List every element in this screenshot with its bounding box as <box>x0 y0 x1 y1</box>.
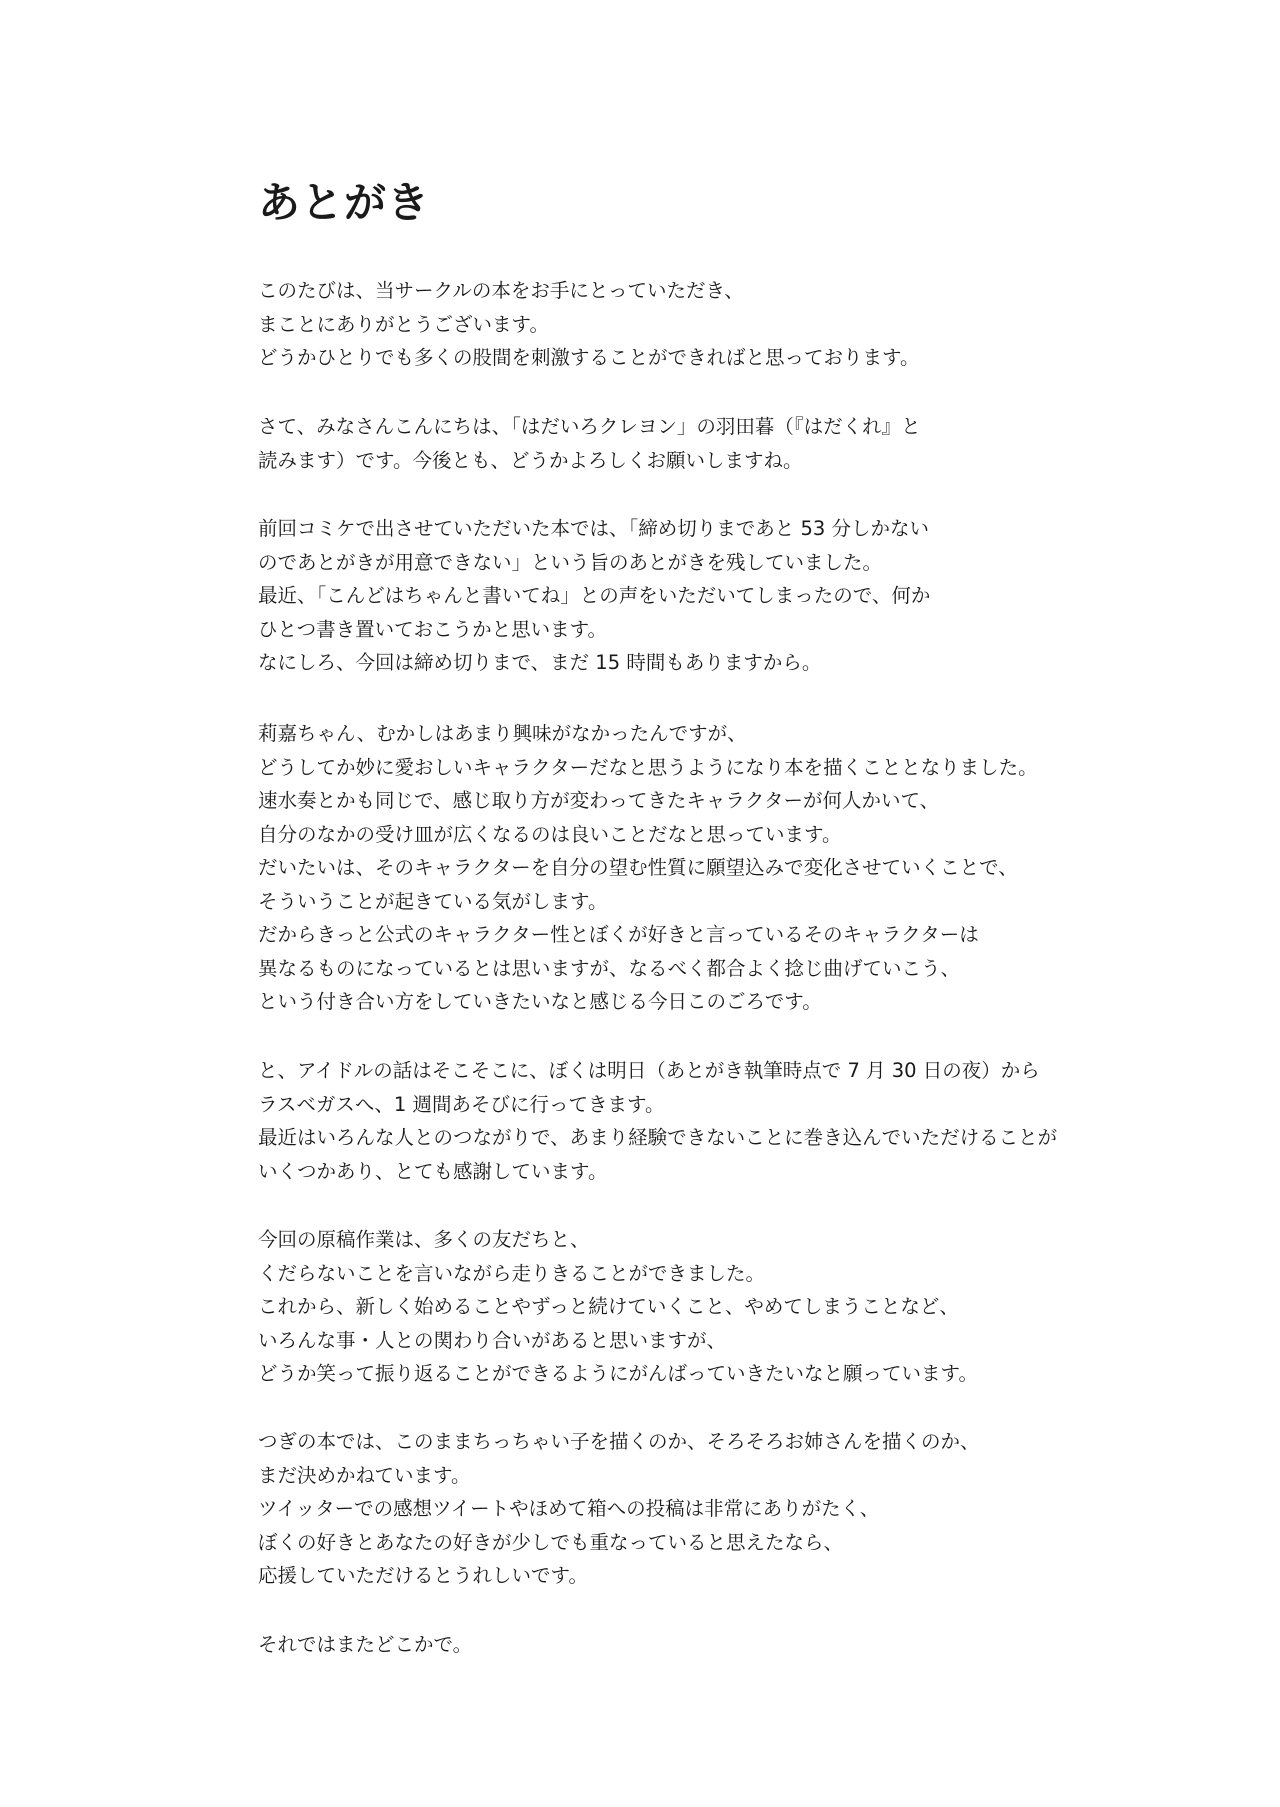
text-line: ぼくの好きとあなたの好きが少しでも重なっていると思えたなら、 <box>258 1530 844 1554</box>
text-line: ひとつ書き置いておこうかと思います。 <box>258 617 608 641</box>
paragraph-deadline <box>258 512 930 680</box>
text-line: さて、みなさんこんにちは、「はだいろクレヨン」の羽田暮（『はだくれ』と <box>258 415 921 438</box>
text-line: のであとがきが用意できない」という旨のあとがきを残していました。 <box>258 550 883 574</box>
text-line: くだらないことを言いながら走りきることができました。 <box>258 1261 766 1285</box>
text-line: これから、新しく始めることやずっと続けていくこと、やめてしまうことなど、 <box>258 1295 959 1318</box>
text-line: 莉嘉ちゃん、むかしはあまり興味がなかったんですが、 <box>258 722 747 745</box>
text-line: まことにありがとうございます。 <box>258 312 549 336</box>
paragraph-next-book <box>258 1425 980 1593</box>
text-line: だいたいは、そのキャラクターを自分の望む性質に願望込みで変化させていくことで、 <box>258 856 1018 879</box>
text-line: どうか笑って振り返ることができるようにがんばっていきたいなと願っています。 <box>258 1362 978 1385</box>
text-line: 自分のなかの受け皿が広くなるのは良いことだなと思っています。 <box>258 822 842 846</box>
paragraph-characters <box>258 717 1038 1019</box>
text-line: そういうことが起きている気がします。 <box>258 889 608 913</box>
text-line: つぎの本では、このままちっちゃい子を描くのか、そろそろお姉さんを描くのか、 <box>258 1430 980 1453</box>
text-line: と、アイドルの話はそこそこに、ぼくは明日（あとがき執筆時点で 7 月 30 日の夜）から <box>258 1059 1040 1082</box>
page-title: あとがき <box>258 178 431 227</box>
text-line: 読みます）です。今後とも、どうかよろしくお願いしますね。 <box>258 448 803 472</box>
paragraph-trip <box>258 1054 1057 1188</box>
text-line: それではまたどこかで。 <box>258 1633 473 1656</box>
text-line: 最近、「こんどはちゃんと書いてね」との声をいただいてしまったので、何か <box>258 584 931 607</box>
text-line: 応援していただけるとうれしいです。 <box>258 1564 588 1587</box>
text-line: どうかひとりでも多くの股間を刺激することができればと思っております。 <box>258 346 920 369</box>
text-line: なにしろ、今回は締め切りまで、まだ 15 時間もありますから。 <box>258 651 822 674</box>
text-line: 今回の原稿作業は、多くの友だちと、 <box>258 1228 590 1251</box>
text-line: 異なるものになっているとは思いますが、なるべく都合よく捻じ曲げていこう、 <box>258 956 961 980</box>
text-line: 速水奏とかも同じで、感じ取り方が変わってきたキャラクターが何人かいて、 <box>258 789 940 812</box>
text-line: 最近はいろんな人とのつながりで、あまり経験できないことに巻き込んでいただけることが <box>258 1126 1058 1149</box>
text-line: このたびは、当サークルの本をお手にとっていただき、 <box>258 279 744 302</box>
text-line: どうしてか妙に愛おしいキャラクターだなと思うようになり本を描くこととなりました。 <box>258 755 1038 779</box>
text-line: いくつかあり、とても感謝しています。 <box>258 1159 608 1183</box>
paragraph-manuscript <box>258 1223 978 1391</box>
paragraph-greeting <box>258 274 919 375</box>
text-line: だからきっと公式のキャラクター性とぼくが好きと言っているそのキャラクターは <box>258 923 979 946</box>
paragraph-introduction <box>258 410 921 477</box>
paragraph-closing <box>258 1628 472 1662</box>
text-line: ツイッターでの感想ツイートやほめて箱への投稿は非常にありがたく、 <box>258 1497 880 1520</box>
text-line: という付き合い方をしていきたいなと感じる今日このごろです。 <box>258 990 822 1013</box>
text-line: 前回コミケで出させていただいた本では、「締め切りまであと 53 分しかない <box>258 517 929 540</box>
text-line: ラスベガスへ、1 週間あそびに行ってきます。 <box>258 1092 665 1116</box>
text-line: まだ決めかねています。 <box>258 1463 471 1487</box>
text-line: いろんな事・人との関わり合いがあると思いますが、 <box>258 1328 727 1352</box>
